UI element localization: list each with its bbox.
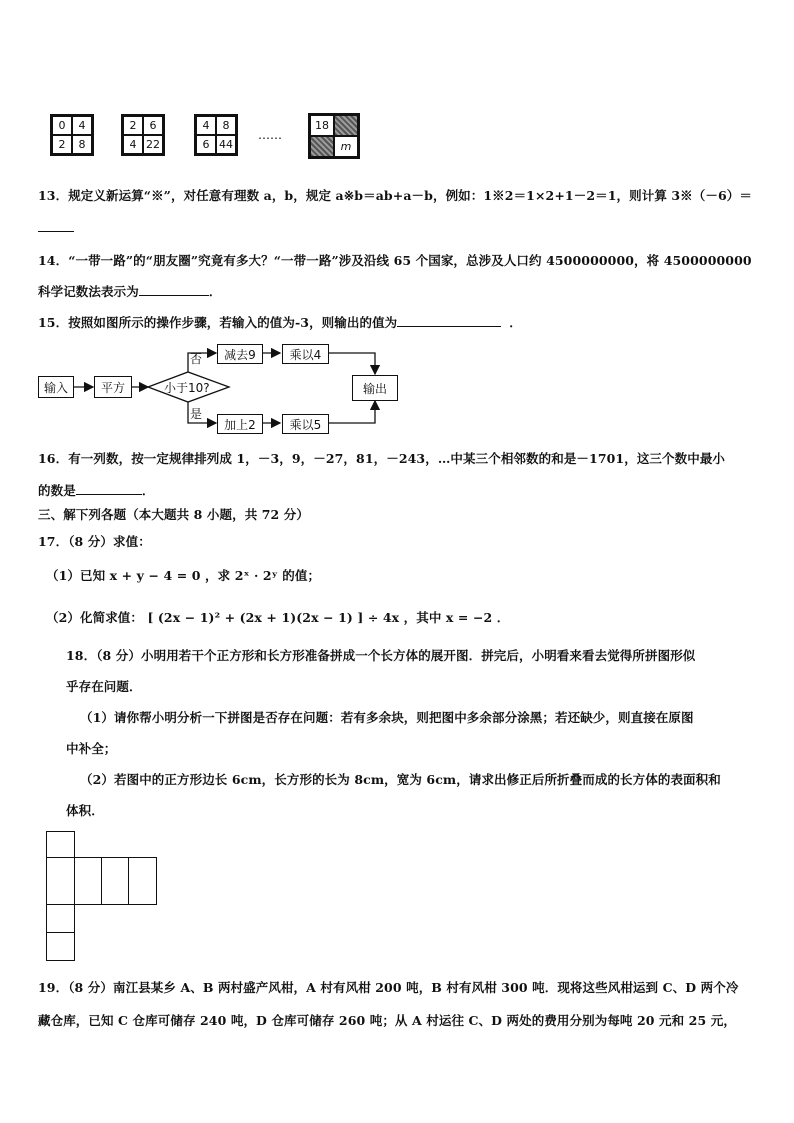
grid-cell-variable: m bbox=[340, 140, 352, 153]
net-square bbox=[46, 932, 75, 961]
question-18-part2-line2: 体积． bbox=[66, 803, 104, 818]
net-rectangle bbox=[128, 857, 157, 905]
q15-prefix: 15．按照如图所示的操作步骤，若输入的值为-3，则输出的值为 bbox=[38, 315, 398, 330]
question-19-line2: 藏仓库，已知 C 仓库可储存 240 吨，D 仓库可储存 260 吨；从 A 村运往 C、D 两处的费用分别为每吨 20 元和 25 元， bbox=[38, 1013, 736, 1028]
net-rectangle bbox=[101, 857, 129, 905]
grid-cell: 2 bbox=[123, 116, 143, 135]
pattern-ellipsis: …… bbox=[258, 128, 282, 142]
question-18-part2-line1: （2）若图中的正方形边长 6cm，长方形的长为 8cm，宽为 6cm，请求出修正后所折叠而成的长方体的表面积和 bbox=[80, 772, 721, 787]
answer-blank-16 bbox=[76, 482, 142, 495]
grid-cell: 8 bbox=[216, 116, 236, 135]
net-square bbox=[46, 904, 75, 933]
flow-input-box: 输入 bbox=[38, 376, 74, 398]
q15-suffix: ． bbox=[509, 315, 522, 330]
grid-cell: 2 bbox=[52, 135, 72, 154]
question-18-line1: 18．（8 分）小明用若干个正方形和长方形准备拼成一个长方体的展开图．拼完后，小明看来看去觉得所拼图形似 bbox=[66, 648, 696, 663]
question-19-line1: 19．（8 分）南江县某乡 A、B 两村盛产风柑，A 村有风柑 200 吨，B 村有风柑 300 吨．现将这些风柑运到 C、D 两个冷 bbox=[38, 980, 739, 995]
grid-cell: 22 bbox=[143, 135, 163, 154]
q16-suffix: ． bbox=[141, 483, 155, 498]
grid-cell: 4 bbox=[123, 135, 143, 154]
net-square bbox=[46, 857, 75, 905]
question-16-line1: 16．有一列数，按一定规律排列成 1，－3，9，－27，81，－243，…中某三个相邻数的和是－1701，这三个数中最小 bbox=[38, 451, 726, 466]
flow-output-box: 输出 bbox=[352, 375, 398, 401]
flow-plus2-box: 加上2 bbox=[217, 414, 263, 434]
flow-times4-box: 乘以4 bbox=[282, 344, 329, 364]
question-17-title: 17．（8 分）求值： bbox=[38, 534, 151, 549]
grid-cell: 8 bbox=[72, 135, 92, 154]
grid-cell: 18 bbox=[310, 115, 334, 136]
flow-minus9-box: 减去9 bbox=[217, 344, 263, 364]
flow-square-box: 平方 bbox=[94, 376, 132, 398]
q16-prefix: 的数是 bbox=[38, 483, 76, 498]
flow-yes-label: 是 bbox=[190, 407, 203, 421]
grid-cell: 6 bbox=[196, 135, 216, 154]
grid-cell: 6 bbox=[143, 116, 163, 135]
question-18-part1-line2: 中补全； bbox=[66, 741, 117, 756]
question-13: 13．规定义新运算“※”，对任意有理数 a，b，规定 a※b＝ab+a－b，例如：1※2＝1×2+1－2＝1，则计算 3※（－6）＝ bbox=[38, 188, 752, 203]
section-heading: 三、解下列各题（本大题共 8 小题，共 72 分） bbox=[38, 507, 310, 522]
grid-cell: 0 bbox=[52, 116, 72, 135]
flow-no-label: 否 bbox=[190, 352, 203, 366]
net-square bbox=[46, 831, 75, 858]
question-14-line1: 14．“一带一路”的“朋友圈”究竟有多大？“一带一路”涉及沿线 65 个国家，总涉及人口约 4500000000，将 4500000000 bbox=[38, 253, 752, 268]
question-17-part1: （1）已知 x + y − 4 = 0 ，求 2ˣ · 2ʸ 的值； bbox=[46, 568, 321, 583]
flow-condition-label: 小于10? bbox=[164, 381, 210, 395]
question-18-line2: 乎存在问题． bbox=[66, 679, 142, 694]
flow-times5-box: 乘以5 bbox=[282, 414, 329, 434]
q14-suffix: ． bbox=[208, 284, 222, 299]
q14-prefix: 科学记数法表示为 bbox=[38, 284, 139, 299]
grid-cell: 4 bbox=[72, 116, 92, 135]
question-16-line2 bbox=[38, 481, 154, 499]
question-18-part1-line1: （1）请你帮小明分析一下拼图是否存在问题：若有多余块，则把图中多余部分涂黑；若还缺少，则直接在原图 bbox=[80, 710, 694, 725]
grid-cell: 44 bbox=[216, 135, 236, 154]
net-rectangle bbox=[74, 857, 102, 905]
question-17-part2: （2）化简求值： [ (2x − 1)² + (2x + 1)(2x − 1) ] ÷ 4x ，其中 x = −2 ． bbox=[46, 610, 510, 625]
grid-cell: 4 bbox=[196, 116, 216, 135]
